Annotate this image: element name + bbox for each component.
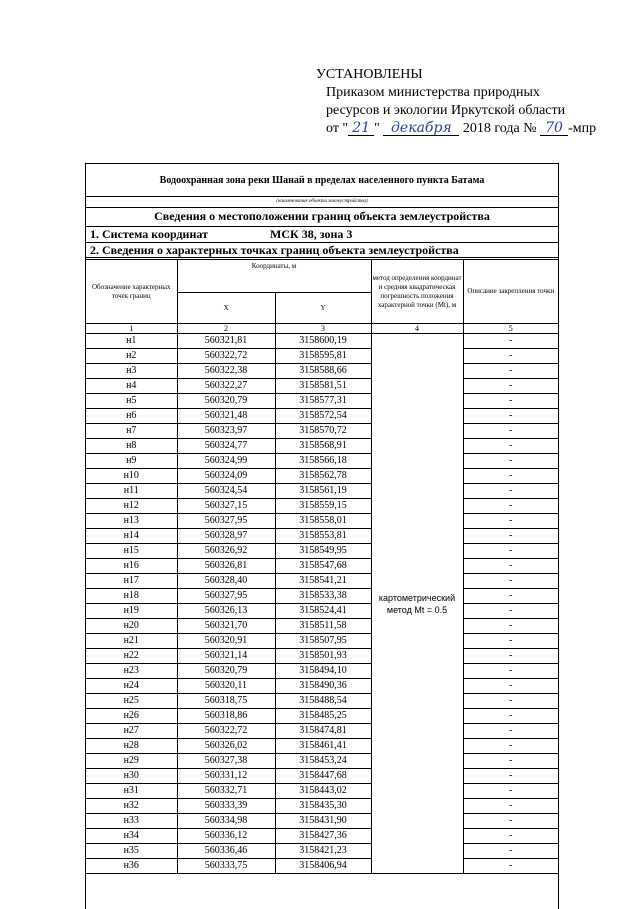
table-row	[86, 574, 558, 589]
description-cell: -	[463, 484, 558, 499]
description-cell: -	[463, 439, 558, 454]
y-coordinate-cell: 3158568,91	[275, 439, 371, 454]
x-coordinate-cell: 560334,98	[177, 814, 275, 829]
table-row	[86, 379, 558, 394]
table-row	[86, 829, 558, 844]
y-coordinate-cell: 3158533,38	[275, 589, 371, 604]
point-id-cell: н23	[86, 664, 177, 679]
x-coordinate-cell: 560321,14	[177, 649, 275, 664]
x-coordinate-cell: 560322,38	[177, 364, 275, 379]
point-id-cell: н10	[86, 469, 177, 484]
point-id-cell: н5	[86, 394, 177, 409]
x-coordinate-cell: 560326,02	[177, 739, 275, 754]
description-cell: -	[463, 424, 558, 439]
table-row	[86, 514, 558, 529]
header-coordinates: Координаты, м	[177, 260, 371, 293]
table-row	[86, 859, 558, 874]
point-id-cell: н25	[86, 694, 177, 709]
points-table-wrapper	[86, 259, 558, 874]
x-coordinate-cell: 560326,81	[177, 559, 275, 574]
description-cell: -	[463, 544, 558, 559]
x-coordinate-cell: 560336,46	[177, 844, 275, 859]
table-row	[86, 739, 558, 754]
description-cell: -	[463, 334, 558, 349]
x-coordinate-cell: 560320,11	[177, 679, 275, 694]
coordinate-system-value: МСК 38, зона 3	[270, 227, 353, 241]
point-id-cell: н29	[86, 754, 177, 769]
point-id-cell: н8	[86, 439, 177, 454]
x-coordinate-cell: 560331,12	[177, 769, 275, 784]
description-cell: -	[463, 739, 558, 754]
x-coordinate-cell: 560328,97	[177, 529, 275, 544]
point-id-cell: н22	[86, 649, 177, 664]
y-coordinate-cell: 3158435,30	[275, 799, 371, 814]
points-heading: 2. Сведения о характерных точках границ объекта землеустройства	[86, 243, 558, 258]
x-coordinate-cell: 560324,54	[177, 484, 275, 499]
y-coordinate-cell: 3158406,94	[275, 859, 371, 874]
x-coordinate-cell: 560322,27	[177, 379, 275, 394]
header-x: X	[177, 293, 275, 324]
table-row	[86, 334, 558, 349]
x-coordinate-cell: 560321,70	[177, 619, 275, 634]
y-coordinate-cell: 3158570,72	[275, 424, 371, 439]
x-coordinate-cell: 560318,75	[177, 694, 275, 709]
table-row	[86, 784, 558, 799]
x-coordinate-cell: 560324,99	[177, 454, 275, 469]
y-coordinate-cell: 3158577,31	[275, 394, 371, 409]
point-id-cell: н34	[86, 829, 177, 844]
table-row	[86, 589, 558, 604]
point-id-cell: н14	[86, 529, 177, 544]
point-id-cell: н20	[86, 619, 177, 634]
description-cell: -	[463, 784, 558, 799]
x-coordinate-cell: 560327,95	[177, 589, 275, 604]
description-cell: -	[463, 634, 558, 649]
description-cell: -	[463, 649, 558, 664]
point-id-cell: н3	[86, 364, 177, 379]
point-id-cell: н36	[86, 859, 177, 874]
date-year: 2018 года №	[462, 121, 537, 136]
handwritten-day: 21	[348, 121, 374, 136]
x-coordinate-cell: 560328,40	[177, 574, 275, 589]
x-coordinate-cell: 560333,39	[177, 799, 275, 814]
point-id-cell: н33	[86, 814, 177, 829]
table-row	[86, 394, 558, 409]
handwritten-month: декабря	[383, 121, 459, 136]
table-row	[86, 604, 558, 619]
y-coordinate-cell: 3158562,78	[275, 469, 371, 484]
approval-line-2: ресурсов и экологии Иркутской области	[326, 103, 566, 118]
x-coordinate-cell: 560322,72	[177, 349, 275, 364]
y-coordinate-cell: 3158547,68	[275, 559, 371, 574]
table-row	[86, 649, 558, 664]
column-number: 5	[463, 324, 558, 334]
x-coordinate-cell: 560320,79	[177, 394, 275, 409]
x-coordinate-cell: 560320,79	[177, 664, 275, 679]
handwritten-order-number: 70	[540, 121, 568, 136]
column-numbers-row	[86, 324, 558, 334]
y-coordinate-cell: 3158541,21	[275, 574, 371, 589]
table-row	[86, 679, 558, 694]
y-coordinate-cell: 3158461,41	[275, 739, 371, 754]
description-cell: -	[463, 664, 558, 679]
header-description: Описание закрепления точки	[463, 260, 558, 324]
description-cell: -	[463, 364, 558, 379]
description-cell: -	[463, 844, 558, 859]
table-row	[86, 499, 558, 514]
y-coordinate-cell: 3158566,18	[275, 454, 371, 469]
description-cell: -	[463, 709, 558, 724]
approval-line-1: Приказом министерства природных	[326, 85, 540, 100]
column-number: 1	[86, 324, 177, 334]
table-row	[86, 619, 558, 634]
x-coordinate-cell: 560332,71	[177, 784, 275, 799]
table-row	[86, 664, 558, 679]
description-cell: -	[463, 829, 558, 844]
point-id-cell: н30	[86, 769, 177, 784]
point-id-cell: н15	[86, 544, 177, 559]
point-id-cell: н2	[86, 349, 177, 364]
header-method: метод определения координат и средняя квадратическая погрешность положения характерной точки (Mt), м	[371, 260, 463, 324]
description-cell: -	[463, 769, 558, 784]
y-coordinate-cell: 3158572,54	[275, 409, 371, 424]
y-coordinate-cell: 3158600,19	[275, 334, 371, 349]
y-coordinate-cell: 3158474,81	[275, 724, 371, 739]
y-coordinate-cell: 3158453,24	[275, 754, 371, 769]
y-coordinate-cell: 3158559,15	[275, 499, 371, 514]
table-row	[86, 409, 558, 424]
y-coordinate-cell: 3158447,68	[275, 769, 371, 784]
description-cell: -	[463, 454, 558, 469]
point-id-cell: н11	[86, 484, 177, 499]
y-coordinate-cell: 3158588,66	[275, 364, 371, 379]
section-heading: Сведения о местоположении границ объекта землеустройства	[86, 207, 558, 227]
description-cell: -	[463, 349, 558, 364]
y-coordinate-cell: 3158427,36	[275, 829, 371, 844]
point-id-cell: н27	[86, 724, 177, 739]
point-id-cell: н9	[86, 454, 177, 469]
approval-heading: УСТАНОВЛЕНЫ	[316, 67, 423, 82]
y-coordinate-cell: 3158431,90	[275, 814, 371, 829]
point-id-cell: н1	[86, 334, 177, 349]
approval-block	[316, 66, 616, 138]
description-cell: -	[463, 409, 558, 424]
description-cell: -	[463, 679, 558, 694]
description-cell: -	[463, 514, 558, 529]
table-row	[86, 634, 558, 649]
table-row	[86, 709, 558, 724]
table-row	[86, 799, 558, 814]
description-cell: -	[463, 799, 558, 814]
document-frame	[85, 163, 559, 909]
y-coordinate-cell: 3158595,81	[275, 349, 371, 364]
point-id-cell: н17	[86, 574, 177, 589]
description-cell: -	[463, 394, 558, 409]
y-coordinate-cell: 3158490,36	[275, 679, 371, 694]
description-cell: -	[463, 499, 558, 514]
point-id-cell: н31	[86, 784, 177, 799]
description-cell: -	[463, 529, 558, 544]
y-coordinate-cell: 3158558,01	[275, 514, 371, 529]
x-coordinate-cell: 560327,95	[177, 514, 275, 529]
order-suffix: -мпр	[568, 121, 597, 136]
table-row	[86, 814, 558, 829]
point-id-cell: н19	[86, 604, 177, 619]
table-row	[86, 349, 558, 364]
column-number: 4	[371, 324, 463, 334]
description-cell: -	[463, 754, 558, 769]
coordinate-system-row	[86, 227, 558, 243]
description-cell: -	[463, 559, 558, 574]
y-coordinate-cell: 3158443,02	[275, 784, 371, 799]
point-id-cell: н21	[86, 634, 177, 649]
table-row	[86, 844, 558, 859]
table-row	[86, 724, 558, 739]
table-row	[86, 439, 558, 454]
object-name-note: (наименование объекта землеустройства)	[86, 196, 558, 208]
column-number: 2	[177, 324, 275, 334]
table-row	[86, 454, 558, 469]
description-cell: -	[463, 589, 558, 604]
x-coordinate-cell: 560321,48	[177, 409, 275, 424]
column-number: 3	[275, 324, 371, 334]
x-coordinate-cell: 560321,81	[177, 334, 275, 349]
header-y: Y	[275, 293, 371, 324]
point-id-cell: н35	[86, 844, 177, 859]
description-cell: -	[463, 859, 558, 874]
points-table-body	[86, 334, 558, 874]
y-coordinate-cell: 3158501,93	[275, 649, 371, 664]
date-quote: "	[374, 121, 380, 136]
y-coordinate-cell: 3158581,51	[275, 379, 371, 394]
y-coordinate-cell: 3158488,54	[275, 694, 371, 709]
table-row	[86, 769, 558, 784]
point-id-cell: н28	[86, 739, 177, 754]
x-coordinate-cell: 560322,72	[177, 724, 275, 739]
table-row	[86, 469, 558, 484]
table-row	[86, 424, 558, 439]
description-cell: -	[463, 619, 558, 634]
y-coordinate-cell: 3158494,10	[275, 664, 371, 679]
x-coordinate-cell: 560336,12	[177, 829, 275, 844]
header-point: Обозначение характерных точек границ	[86, 260, 177, 324]
y-coordinate-cell: 3158511,58	[275, 619, 371, 634]
date-prefix: от "	[326, 121, 349, 136]
x-coordinate-cell: 560327,15	[177, 499, 275, 514]
document-title: Водоохранная зона реки Шанай в пределах населенного пункта Батама	[159, 174, 485, 186]
table-row	[86, 694, 558, 709]
x-coordinate-cell: 560323,97	[177, 424, 275, 439]
table-row	[86, 544, 558, 559]
y-coordinate-cell: 3158553,81	[275, 529, 371, 544]
approval-date-line	[316, 120, 616, 138]
point-id-cell: н13	[86, 514, 177, 529]
y-coordinate-cell: 3158485,25	[275, 709, 371, 724]
description-cell: -	[463, 469, 558, 484]
description-cell: -	[463, 574, 558, 589]
x-coordinate-cell: 560327,38	[177, 754, 275, 769]
table-row	[86, 364, 558, 379]
description-cell: -	[463, 379, 558, 394]
x-coordinate-cell: 560318,86	[177, 709, 275, 724]
point-id-cell: н7	[86, 424, 177, 439]
table-row	[86, 529, 558, 544]
description-cell: -	[463, 814, 558, 829]
point-id-cell: н16	[86, 559, 177, 574]
point-id-cell: н6	[86, 409, 177, 424]
table-row	[86, 754, 558, 769]
point-id-cell: н12	[86, 499, 177, 514]
x-coordinate-cell: 560320,91	[177, 634, 275, 649]
x-coordinate-cell: 560333,75	[177, 859, 275, 874]
table-row	[86, 484, 558, 499]
points-table	[86, 259, 558, 874]
point-id-cell: н24	[86, 679, 177, 694]
y-coordinate-cell: 3158507,95	[275, 634, 371, 649]
x-coordinate-cell: 560326,92	[177, 544, 275, 559]
method-cell: картометрический метод Mt = 0.5	[371, 334, 463, 874]
point-id-cell: н4	[86, 379, 177, 394]
y-coordinate-cell: 3158561,19	[275, 484, 371, 499]
description-cell: -	[463, 604, 558, 619]
description-cell: -	[463, 694, 558, 709]
point-id-cell: н32	[86, 799, 177, 814]
y-coordinate-cell: 3158524,41	[275, 604, 371, 619]
x-coordinate-cell: 560324,09	[177, 469, 275, 484]
x-coordinate-cell: 560324,77	[177, 439, 275, 454]
x-coordinate-cell: 560326,13	[177, 604, 275, 619]
point-id-cell: н26	[86, 709, 177, 724]
y-coordinate-cell: 3158421,23	[275, 844, 371, 859]
table-row	[86, 559, 558, 574]
description-cell: -	[463, 724, 558, 739]
coordinate-system-label: 1. Система координат	[90, 227, 208, 241]
y-coordinate-cell: 3158549,95	[275, 544, 371, 559]
point-id-cell: н18	[86, 589, 177, 604]
